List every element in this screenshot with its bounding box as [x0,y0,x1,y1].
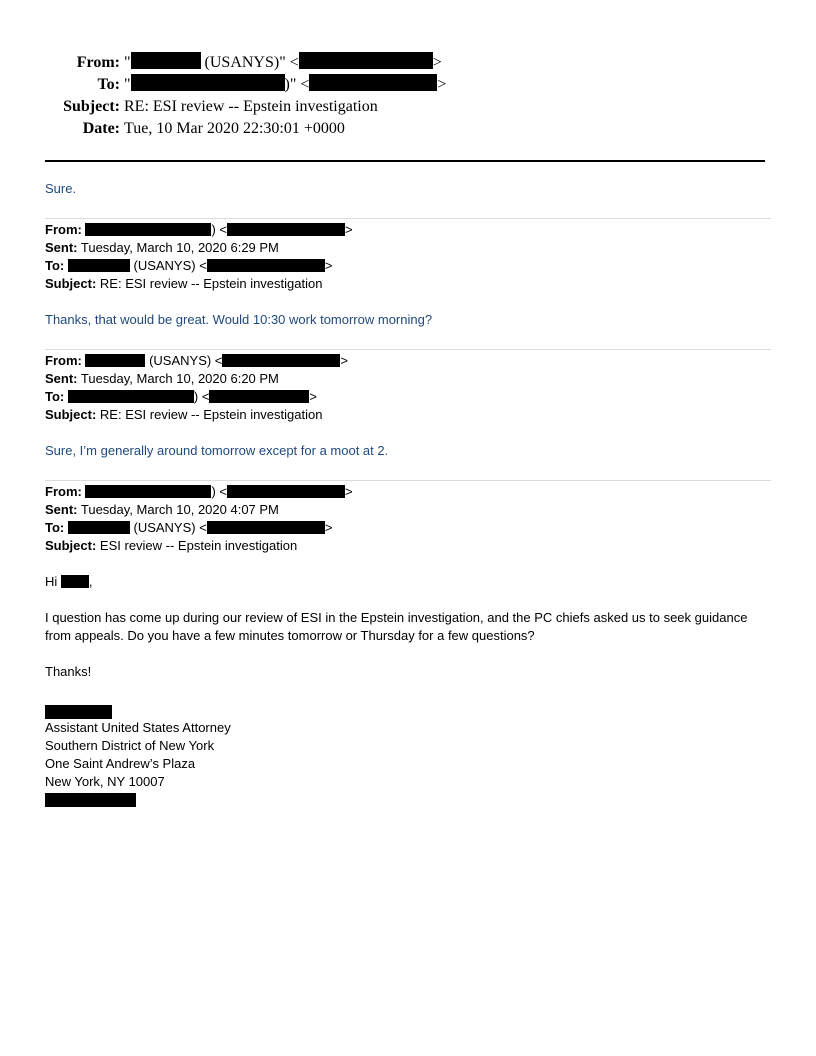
redaction-box [61,575,89,588]
email-body [45,180,771,807]
message-from: From: (USANYS) < > [45,353,348,368]
quoted-message [45,218,771,329]
header-date-value: Tue, 10 Mar 2020 22:30:01 +0000 [124,120,345,137]
redaction-box [299,52,433,69]
header-to-row [0,74,816,96]
redaction-box [85,485,211,498]
redaction-box [222,354,340,367]
message-subject: Subject: RE: ESI review -- Epstein investigation [45,407,323,422]
header-subject-label: Subject: [63,98,120,115]
message-subject: Subject: RE: ESI review -- Epstein investigation [45,276,323,291]
redaction-box [68,259,130,272]
redaction-box [227,223,345,236]
header-subject-value: RE: ESI review -- Epstein investigation [124,98,378,115]
header-from-value: " (USANYS)" < > [124,54,442,71]
redaction-box [131,52,201,69]
message-from: From: ) < > [45,222,353,237]
signature-office: Southern District of New York [45,738,215,753]
header-divider [45,160,765,162]
message-paragraph: I question has come up during our review of ESI in the Epstein investigation, and the PC chiefs asked us to seek guidance from appeals. Do you have a few minutes tomorrow or Thursday for a few questions? [45,610,748,643]
header-to-value: " )" < > [124,76,447,93]
signature-address-line: One Saint Andrew’s Plaza [45,756,196,771]
redaction-box [45,793,136,807]
redaction-box [85,354,145,367]
redaction-box [207,521,325,534]
message-text: Sure, I’m generally around tomorrow except for a moot at 2. [45,443,389,458]
redaction-box [209,390,309,403]
thanks-line: Thanks! [45,664,92,679]
header-subject-row [0,96,816,118]
header-from-label: From: [76,54,120,71]
header-from-row [0,52,816,74]
email-header [0,52,816,140]
header-date-label: Date: [82,120,120,137]
redaction-box [45,705,112,719]
redaction-box [85,223,211,236]
signature-block [45,705,771,807]
redaction-box [309,74,437,91]
greeting: Hi , [45,574,93,589]
quoted-message [45,349,771,460]
quoted-message [45,480,771,807]
message-to: To: (USANYS) < > [45,258,333,273]
redaction-box [68,521,130,534]
message-text: Thanks, that would be great. Would 10:30 work tomorrow morning? [45,312,433,327]
reply-text: Sure. [45,181,77,196]
redaction-box [207,259,325,272]
message-sent: Sent: Tuesday, March 10, 2020 4:07 PM [45,502,279,517]
redaction-box [131,74,285,91]
signature-title: Assistant United States Attorney [45,720,231,735]
signature-address-line: New York, NY 10007 [45,774,165,789]
header-to-label: To: [97,76,120,93]
message-to: To: ) < > [45,389,318,404]
message-sent: Sent: Tuesday, March 10, 2020 6:29 PM [45,240,279,255]
message-sent: Sent: Tuesday, March 10, 2020 6:20 PM [45,371,279,386]
message-subject: Subject: ESI review -- Epstein investigation [45,538,298,553]
message-from: From: ) < > [45,484,353,499]
message-to: To: (USANYS) < > [45,520,333,535]
redaction-box [68,390,194,403]
header-date-row [0,118,816,140]
redaction-box [227,485,345,498]
